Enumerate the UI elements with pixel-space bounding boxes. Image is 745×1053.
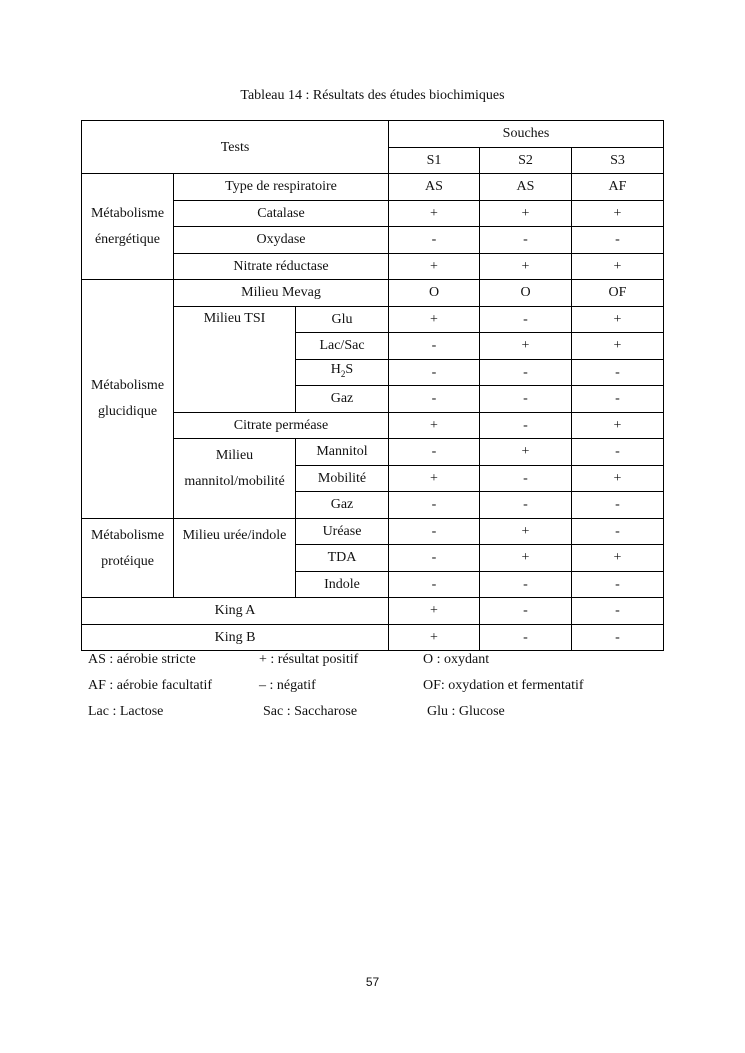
result-s2: - — [480, 359, 572, 386]
legend-row — [88, 678, 648, 704]
test-name: Milieu Mevag — [174, 280, 389, 307]
group-energetique: Métabolisme énergétique — [82, 174, 174, 280]
result-s1: + — [389, 306, 480, 333]
result-s2: + — [480, 253, 572, 280]
result-s2: - — [480, 624, 572, 651]
result-s3: + — [572, 253, 664, 280]
result-s1: - — [389, 333, 480, 360]
legend-item: OF: oxydation et fermentatif — [423, 678, 584, 693]
result-s1: + — [389, 598, 480, 625]
result-s3: + — [572, 306, 664, 333]
strain-s1-header: S1 — [389, 147, 480, 174]
test-name: King B — [82, 624, 389, 651]
page-number: 57 — [365, 975, 380, 989]
result-s2: - — [480, 227, 572, 254]
result-s1: AS — [389, 174, 480, 201]
result-s2: - — [480, 306, 572, 333]
legend-item: AF : aérobie facultatif — [88, 678, 213, 693]
result-s2: + — [480, 439, 572, 466]
result-s1: + — [389, 253, 480, 280]
result-s3: + — [572, 545, 664, 572]
test-name: TDA — [296, 545, 389, 572]
group-proteique: Métabolisme protéique — [82, 518, 174, 598]
test-name: Gaz — [296, 492, 389, 519]
result-s3: + — [572, 333, 664, 360]
result-s2: - — [480, 598, 572, 625]
legend-item: Sac : Saccharose — [263, 704, 358, 719]
result-s3: - — [572, 386, 664, 413]
biochemical-results-table — [81, 120, 664, 651]
strain-s3-header: S3 — [572, 147, 664, 174]
test-name-subscript: 2 — [340, 369, 346, 380]
test-name: Nitrate réductase — [174, 253, 389, 280]
legend-row — [88, 652, 648, 678]
result-s2: - — [480, 492, 572, 519]
legend-row — [88, 704, 648, 730]
result-s3: - — [572, 492, 664, 519]
result-s1: + — [389, 412, 480, 439]
table-row — [82, 598, 664, 625]
table-row — [82, 518, 664, 545]
result-s3: - — [572, 571, 664, 598]
test-name — [296, 359, 389, 386]
result-s2: - — [480, 571, 572, 598]
test-name: Glu — [296, 306, 389, 333]
test-name: Citrate perméase — [174, 412, 389, 439]
result-s1: - — [389, 439, 480, 466]
test-name-tail: S — [345, 362, 354, 378]
legend-item: O : oxydant — [423, 652, 490, 667]
result-s2: + — [480, 333, 572, 360]
header-row — [82, 121, 664, 148]
strain-s2-header: S2 — [480, 147, 572, 174]
result-s2: + — [480, 518, 572, 545]
test-name-main: H — [330, 362, 341, 378]
subgroup-uree: Milieu urée/indole — [174, 518, 296, 598]
test-name: Catalase — [174, 200, 389, 227]
legend-item: AS : aérobie stricte — [88, 652, 196, 667]
subgroup-tsi: Milieu TSI — [174, 306, 296, 412]
result-s2: + — [480, 545, 572, 572]
result-s3: - — [572, 359, 664, 386]
result-s2: - — [480, 386, 572, 413]
result-s3: OF — [572, 280, 664, 307]
test-name: Mobilité — [296, 465, 389, 492]
result-s3: + — [572, 200, 664, 227]
result-s3: AF — [572, 174, 664, 201]
test-name: King A — [82, 598, 389, 625]
result-s1: - — [389, 227, 480, 254]
abbreviation-legend — [88, 652, 648, 730]
result-s1: - — [389, 518, 480, 545]
result-s3: - — [572, 439, 664, 466]
result-s2: O — [480, 280, 572, 307]
test-name: Lac/Sac — [296, 333, 389, 360]
result-s3: - — [572, 227, 664, 254]
tests-header-label: Tests — [220, 139, 250, 155]
tests-header — [82, 121, 389, 174]
result-s1: O — [389, 280, 480, 307]
result-s3: + — [572, 465, 664, 492]
test-name: Gaz — [296, 386, 389, 413]
test-name: Oxydase — [174, 227, 389, 254]
result-s1: - — [389, 386, 480, 413]
result-s1: + — [389, 624, 480, 651]
result-s3: - — [572, 624, 664, 651]
test-name: Indole — [296, 571, 389, 598]
result-s1: - — [389, 492, 480, 519]
result-s3: - — [572, 598, 664, 625]
result-s1: - — [389, 359, 480, 386]
legend-item: Glu : Glucose — [427, 704, 505, 719]
result-s2: - — [480, 412, 572, 439]
result-s3: + — [572, 412, 664, 439]
result-s1: + — [389, 200, 480, 227]
table-caption: Tableau 14 : Résultats des études biochimiques — [240, 88, 505, 103]
legend-item: – : négatif — [259, 678, 316, 693]
souches-header: Souches — [389, 121, 664, 148]
table-row — [82, 624, 664, 651]
group-glucidique: Métabolisme glucidique — [82, 280, 174, 519]
result-s2: AS — [480, 174, 572, 201]
test-name: Mannitol — [296, 439, 389, 466]
legend-item: + : résultat positif — [259, 652, 359, 667]
subgroup-mannitol: Milieu mannitol/mobilité — [174, 439, 296, 519]
result-s1: - — [389, 545, 480, 572]
result-s1: - — [389, 571, 480, 598]
legend-item: Lac : Lactose — [88, 704, 164, 719]
result-s2: + — [480, 200, 572, 227]
test-name: Uréase — [296, 518, 389, 545]
result-s1: + — [389, 465, 480, 492]
test-name: Type de respiratoire — [174, 174, 389, 201]
table-row — [82, 280, 664, 307]
table-row — [82, 174, 664, 201]
result-s2: - — [480, 465, 572, 492]
result-s3: - — [572, 518, 664, 545]
